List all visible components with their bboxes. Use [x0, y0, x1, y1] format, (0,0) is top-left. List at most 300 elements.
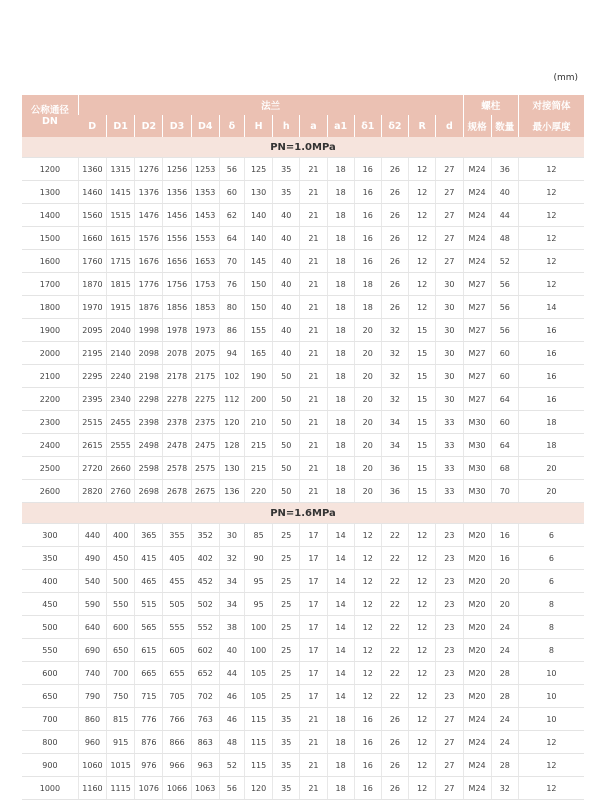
table-row — [22, 639, 584, 662]
table-cell: 21 — [300, 342, 327, 365]
table-cell: 21 — [300, 457, 327, 480]
table-cell: 1453 — [191, 204, 219, 227]
table-cell: 1063 — [191, 777, 219, 800]
table-cell: 36 — [381, 457, 408, 480]
table-cell: 1856 — [163, 296, 191, 319]
table-cell: 136 — [219, 480, 244, 503]
table-cell: 22 — [381, 524, 408, 547]
table-cell: 155 — [244, 319, 272, 342]
table-cell: 70 — [491, 480, 518, 503]
table-cell: 2298 — [135, 388, 163, 411]
dn-cell: 400 — [22, 570, 78, 593]
table-cell: 1560 — [78, 204, 106, 227]
table-cell: 21 — [300, 319, 327, 342]
table-cell: 18 — [327, 708, 354, 731]
table-row — [22, 411, 584, 434]
table-cell: 1676 — [135, 250, 163, 273]
table-cell: 24 — [491, 639, 518, 662]
table-cell: 23 — [436, 524, 463, 547]
table-cell: 12 — [354, 524, 381, 547]
table-cell: 1876 — [135, 296, 163, 319]
table-cell: 24 — [491, 616, 518, 639]
table-cell: 32 — [491, 777, 518, 800]
table-cell: 17 — [300, 547, 327, 570]
table-cell: 23 — [436, 662, 463, 685]
table-cell: 502 — [191, 593, 219, 616]
table-cell: 352 — [191, 524, 219, 547]
shell-header: 对接筒体 — [518, 95, 584, 115]
table-cell: 26 — [381, 181, 408, 204]
table-cell: M24 — [463, 777, 491, 800]
table-cell: 112 — [219, 388, 244, 411]
table-cell: 28 — [491, 754, 518, 777]
table-cell: 1615 — [107, 227, 135, 250]
table-cell: 14 — [327, 662, 354, 685]
table-cell: 12 — [354, 547, 381, 570]
table-cell: 14 — [518, 296, 584, 319]
table-cell: 50 — [273, 457, 300, 480]
flange-spec-table — [22, 95, 584, 800]
table-cell: 1660 — [78, 227, 106, 250]
table-cell: 33 — [436, 457, 463, 480]
table-cell: 2075 — [191, 342, 219, 365]
table-cell: 26 — [381, 227, 408, 250]
table-cell: 24 — [491, 731, 518, 754]
table-cell: 1360 — [78, 158, 106, 181]
table-cell: 40 — [273, 273, 300, 296]
table-cell: M24 — [463, 708, 491, 731]
table-row — [22, 342, 584, 365]
table-cell: 18 — [327, 388, 354, 411]
table-cell: 34 — [381, 411, 408, 434]
col-header: D1 — [107, 115, 135, 137]
table-cell: 2575 — [191, 457, 219, 480]
table-cell: 17 — [300, 685, 327, 708]
table-cell: 18 — [518, 434, 584, 457]
table-cell: 602 — [191, 639, 219, 662]
table-cell: 20 — [354, 342, 381, 365]
table-cell: 552 — [191, 616, 219, 639]
table-cell: 876 — [135, 731, 163, 754]
table-cell: 26 — [381, 273, 408, 296]
dn-header-line1: 公称通径 — [30, 105, 69, 116]
table-row — [22, 388, 584, 411]
table-cell: M30 — [463, 434, 491, 457]
dn-cell: 2300 — [22, 411, 78, 434]
dn-cell: 900 — [22, 754, 78, 777]
dn-cell: 1000 — [22, 777, 78, 800]
table-cell: 95 — [244, 593, 272, 616]
table-cell: 120 — [244, 777, 272, 800]
table-cell: M20 — [463, 547, 491, 570]
table-cell: 400 — [107, 524, 135, 547]
table-cell: 35 — [273, 158, 300, 181]
table-cell: 615 — [135, 639, 163, 662]
table-cell: 56 — [219, 777, 244, 800]
table-cell: 12 — [409, 616, 436, 639]
table-cell: 48 — [491, 227, 518, 250]
col-header: a1 — [327, 115, 354, 137]
table-cell: 2678 — [163, 480, 191, 503]
table-cell: 60 — [219, 181, 244, 204]
table-cell: M24 — [463, 204, 491, 227]
table-cell: 18 — [327, 181, 354, 204]
table-cell: 115 — [244, 708, 272, 731]
dn-cell: 1600 — [22, 250, 78, 273]
table-cell: 26 — [381, 204, 408, 227]
table-cell: M27 — [463, 273, 491, 296]
dn-cell: 1900 — [22, 319, 78, 342]
table-cell: 27 — [436, 731, 463, 754]
table-cell: 56 — [491, 319, 518, 342]
table-cell: 22 — [381, 662, 408, 685]
table-cell: 21 — [300, 411, 327, 434]
table-row — [22, 731, 584, 754]
unit-label: (mm) — [553, 73, 578, 83]
table-cell: 6 — [518, 547, 584, 570]
table-cell: 2598 — [135, 457, 163, 480]
table-cell: 640 — [78, 616, 106, 639]
table-cell: 50 — [273, 365, 300, 388]
table-cell: 40 — [491, 181, 518, 204]
table-cell: 94 — [219, 342, 244, 365]
table-cell: 1256 — [163, 158, 191, 181]
table-cell: 17 — [300, 570, 327, 593]
table-cell: 200 — [244, 388, 272, 411]
table-cell: 20 — [354, 457, 381, 480]
table-cell: 2040 — [107, 319, 135, 342]
table-row — [22, 570, 584, 593]
dn-cell: 1400 — [22, 204, 78, 227]
table-cell: 125 — [244, 158, 272, 181]
table-cell: 25 — [273, 662, 300, 685]
table-cell: M27 — [463, 296, 491, 319]
table-cell: 863 — [191, 731, 219, 754]
table-cell: 665 — [135, 662, 163, 685]
table-cell: 60 — [491, 365, 518, 388]
dn-cell: 2500 — [22, 457, 78, 480]
table-cell: M24 — [463, 158, 491, 181]
section-row — [22, 137, 584, 158]
table-cell: 17 — [300, 639, 327, 662]
table-cell: 490 — [78, 547, 106, 570]
table-cell: 12 — [354, 616, 381, 639]
table-cell: 21 — [300, 296, 327, 319]
table-cell: 17 — [300, 524, 327, 547]
col-header: a — [300, 115, 327, 137]
table-row — [22, 547, 584, 570]
table-cell: 650 — [107, 639, 135, 662]
table-cell: 23 — [436, 570, 463, 593]
table-cell: M24 — [463, 250, 491, 273]
table-row — [22, 250, 584, 273]
dn-cell: 500 — [22, 616, 78, 639]
table-cell: M27 — [463, 319, 491, 342]
table-cell: 12 — [409, 731, 436, 754]
table-row — [22, 181, 584, 204]
dn-cell: 300 — [22, 524, 78, 547]
table-cell: 190 — [244, 365, 272, 388]
table-cell: 30 — [436, 296, 463, 319]
table-cell: 815 — [107, 708, 135, 731]
table-cell: 1476 — [135, 204, 163, 227]
table-cell: 21 — [300, 434, 327, 457]
table-cell: 21 — [300, 158, 327, 181]
table-cell: 2760 — [107, 480, 135, 503]
table-cell: 2095 — [78, 319, 106, 342]
table-cell: 27 — [436, 204, 463, 227]
table-cell: M24 — [463, 181, 491, 204]
table-cell: 56 — [219, 158, 244, 181]
table-cell: 18 — [327, 296, 354, 319]
table-cell: 1998 — [135, 319, 163, 342]
table-cell: 128 — [219, 434, 244, 457]
table-row — [22, 273, 584, 296]
table-cell: 1460 — [78, 181, 106, 204]
table-cell: 12 — [409, 639, 436, 662]
table-cell: 12 — [409, 158, 436, 181]
table-cell: 2515 — [78, 411, 106, 434]
table-cell: 17 — [300, 593, 327, 616]
col-header: d — [436, 115, 463, 137]
table-cell: 22 — [381, 570, 408, 593]
table-cell: 20 — [354, 319, 381, 342]
table-cell: 2198 — [135, 365, 163, 388]
header-row-top — [22, 95, 584, 115]
table-cell: 16 — [354, 227, 381, 250]
table-cell: 1553 — [191, 227, 219, 250]
table-cell: 130 — [244, 181, 272, 204]
table-cell: 21 — [300, 777, 327, 800]
table-cell: 1076 — [135, 777, 163, 800]
table-cell: 28 — [491, 685, 518, 708]
table-cell: 12 — [518, 777, 584, 800]
table-cell: 14 — [327, 616, 354, 639]
table-cell: 18 — [327, 777, 354, 800]
table-cell: 1253 — [191, 158, 219, 181]
table-cell: 100 — [244, 616, 272, 639]
table-cell: 26 — [381, 250, 408, 273]
table-cell: 12 — [518, 731, 584, 754]
table-cell: 150 — [244, 296, 272, 319]
table-cell: 18 — [327, 411, 354, 434]
table-cell: 35 — [273, 754, 300, 777]
table-cell: 10 — [518, 685, 584, 708]
table-cell: 23 — [436, 616, 463, 639]
table-cell: 21 — [300, 388, 327, 411]
table-cell: 12 — [409, 296, 436, 319]
table-cell: 1815 — [107, 273, 135, 296]
table-cell: 2660 — [107, 457, 135, 480]
table-cell: 1276 — [135, 158, 163, 181]
table-cell: 40 — [219, 639, 244, 662]
dn-header-line2: DN — [42, 116, 58, 127]
table-cell: 46 — [219, 685, 244, 708]
table-cell: 86 — [219, 319, 244, 342]
table-cell: 115 — [244, 754, 272, 777]
table-cell: 750 — [107, 685, 135, 708]
table-cell: 1456 — [163, 204, 191, 227]
table-cell: 2555 — [107, 434, 135, 457]
table-cell: 16 — [518, 365, 584, 388]
table-cell: 866 — [163, 731, 191, 754]
table-cell: M20 — [463, 639, 491, 662]
table-cell: 655 — [163, 662, 191, 685]
table-cell: 27 — [436, 250, 463, 273]
table-cell: 33 — [436, 480, 463, 503]
table-cell: 776 — [135, 708, 163, 731]
table-cell: 18 — [327, 204, 354, 227]
table-cell: 16 — [354, 731, 381, 754]
table-cell: 21 — [300, 181, 327, 204]
table-row — [22, 457, 584, 480]
table-cell: 12 — [518, 227, 584, 250]
table-cell: 2340 — [107, 388, 135, 411]
table-row — [22, 296, 584, 319]
table-cell: 2140 — [107, 342, 135, 365]
table-cell: 220 — [244, 480, 272, 503]
table-cell: 12 — [518, 250, 584, 273]
table-cell: 16 — [354, 777, 381, 800]
dn-cell: 550 — [22, 639, 78, 662]
table-row — [22, 434, 584, 457]
table-cell: 960 — [78, 731, 106, 754]
table-cell: 50 — [273, 434, 300, 457]
table-cell: 215 — [244, 457, 272, 480]
table-cell: 20 — [354, 434, 381, 457]
table-cell: 18 — [327, 227, 354, 250]
table-cell: 550 — [107, 593, 135, 616]
table-cell: 766 — [163, 708, 191, 731]
table-cell: 25 — [273, 547, 300, 570]
table-cell: 20 — [354, 365, 381, 388]
table-cell: 25 — [273, 593, 300, 616]
table-cell: 860 — [78, 708, 106, 731]
table-cell: 14 — [327, 570, 354, 593]
table-cell: 30 — [436, 319, 463, 342]
table-cell: 8 — [518, 593, 584, 616]
dn-cell: 2100 — [22, 365, 78, 388]
table-cell: 12 — [518, 273, 584, 296]
table-cell: 34 — [219, 593, 244, 616]
table-cell: 715 — [135, 685, 163, 708]
table-cell: 30 — [436, 388, 463, 411]
table-cell: 1415 — [107, 181, 135, 204]
table-cell: 27 — [436, 158, 463, 181]
table-cell: 1515 — [107, 204, 135, 227]
table-cell: 52 — [219, 754, 244, 777]
table-cell: 20 — [518, 457, 584, 480]
dn-cell: 650 — [22, 685, 78, 708]
table-cell: 40 — [273, 319, 300, 342]
table-cell: M20 — [463, 593, 491, 616]
table-cell: 215 — [244, 434, 272, 457]
table-cell: 21 — [300, 480, 327, 503]
table-row — [22, 365, 584, 388]
table-cell: 18 — [327, 434, 354, 457]
col-header: D3 — [163, 115, 191, 137]
table-cell: 130 — [219, 457, 244, 480]
table-cell: 2375 — [191, 411, 219, 434]
table-cell: 40 — [273, 342, 300, 365]
table-cell: 48 — [219, 731, 244, 754]
table-cell: 2455 — [107, 411, 135, 434]
table-cell: 2478 — [163, 434, 191, 457]
table-cell: 34 — [219, 570, 244, 593]
table-cell: 16 — [518, 342, 584, 365]
table-cell: 450 — [107, 547, 135, 570]
table-cell: 68 — [491, 457, 518, 480]
table-cell: 702 — [191, 685, 219, 708]
table-cell: 2578 — [163, 457, 191, 480]
table-cell: 1060 — [78, 754, 106, 777]
table-cell: 30 — [436, 365, 463, 388]
table-cell: 22 — [381, 639, 408, 662]
table-cell: 46 — [219, 708, 244, 731]
table-cell: 1115 — [107, 777, 135, 800]
table-cell: 500 — [107, 570, 135, 593]
table-cell: 705 — [163, 685, 191, 708]
table-cell: 28 — [491, 662, 518, 685]
table-cell: 145 — [244, 250, 272, 273]
table-cell: 64 — [491, 388, 518, 411]
table-cell: 15 — [409, 388, 436, 411]
table-cell: 2475 — [191, 434, 219, 457]
table-cell: 18 — [518, 411, 584, 434]
table-cell: 2278 — [163, 388, 191, 411]
table-cell: 25 — [273, 524, 300, 547]
table-cell: 26 — [381, 731, 408, 754]
table-cell: 2720 — [78, 457, 106, 480]
table-cell: 18 — [354, 273, 381, 296]
table-row — [22, 662, 584, 685]
table-cell: 2395 — [78, 388, 106, 411]
table-cell: 32 — [219, 547, 244, 570]
table-cell: 402 — [191, 547, 219, 570]
table-cell: 95 — [244, 570, 272, 593]
table-row — [22, 754, 584, 777]
table-cell: 12 — [409, 777, 436, 800]
table-cell: 2615 — [78, 434, 106, 457]
table-cell: 1015 — [107, 754, 135, 777]
table-cell: 1715 — [107, 250, 135, 273]
table-cell: 32 — [381, 342, 408, 365]
table-cell: 40 — [273, 204, 300, 227]
table-cell: 18 — [327, 273, 354, 296]
table-cell: 23 — [436, 639, 463, 662]
table-cell: 21 — [300, 227, 327, 250]
table-cell: 2378 — [163, 411, 191, 434]
dn-cell: 2600 — [22, 480, 78, 503]
table-cell: 2295 — [78, 365, 106, 388]
table-cell: 6 — [518, 524, 584, 547]
table-cell: 20 — [354, 388, 381, 411]
table-cell: 22 — [381, 685, 408, 708]
table-cell: 12 — [409, 273, 436, 296]
table-cell: 210 — [244, 411, 272, 434]
col-header: D — [78, 115, 106, 137]
table-cell: 915 — [107, 731, 135, 754]
table-cell: 540 — [78, 570, 106, 593]
table-cell: 12 — [409, 204, 436, 227]
table-cell: 2240 — [107, 365, 135, 388]
table-cell: 1160 — [78, 777, 106, 800]
table-row — [22, 593, 584, 616]
table-cell: 10 — [518, 662, 584, 685]
bolt-col-header: 数量 — [491, 115, 518, 137]
table-cell: 600 — [107, 616, 135, 639]
table-cell: 76 — [219, 273, 244, 296]
